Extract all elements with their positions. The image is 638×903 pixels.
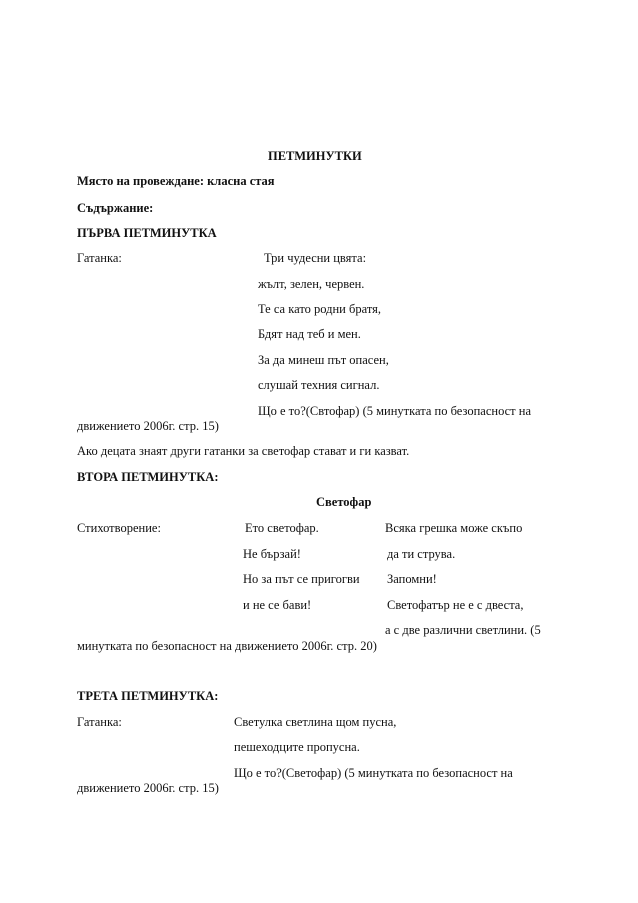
poem-right-line: Светофатър не е с двеста, bbox=[387, 598, 524, 612]
third-riddle-label: Гатанка: bbox=[77, 715, 122, 729]
poem-right-line: Всяка грешка може скъпо bbox=[385, 521, 523, 535]
first-riddle-line: Що е то?(Свтофар) (5 минутката по безопасност на bbox=[258, 404, 531, 418]
poem-right-line: Запомни! bbox=[387, 572, 437, 586]
poem-left-line: Не бързай! bbox=[243, 547, 301, 561]
first-riddle-line: Бдят над теб и мен. bbox=[258, 327, 361, 341]
third-riddle-line: Светулка светлина щом пусна, bbox=[234, 715, 397, 729]
first-riddle-line: жълт, зелен, червен. bbox=[258, 277, 365, 291]
first-riddle-line: Те са като родни братя, bbox=[258, 302, 381, 316]
second-source: минутката по безопасност на движението 2006г. стр. 20) bbox=[77, 639, 377, 653]
third-source: движението 2006г. стр. 15) bbox=[77, 781, 219, 795]
poem-left-line: Но за път се пригогви bbox=[243, 572, 360, 586]
poem-left-line: Ето светофар. bbox=[245, 521, 319, 535]
content-label: Съдържание: bbox=[77, 201, 154, 215]
first-source: движението 2006г. стр. 15) bbox=[77, 419, 219, 433]
place-line: Място на провеждане: класна стая bbox=[77, 174, 275, 188]
first-riddle-label: Гатанка: bbox=[77, 251, 122, 265]
page-title: ПЕТМИНУТКИ bbox=[268, 149, 362, 163]
first-heading: ПЪРВА ПЕТМИНУТКА bbox=[77, 226, 217, 240]
third-riddle-line: пешеходците пропусна. bbox=[234, 740, 360, 754]
second-heading: ВТОРА ПЕТМИНУТКА: bbox=[77, 470, 219, 484]
first-riddle-line: За да минеш път опасен, bbox=[258, 353, 389, 367]
first-riddle-line: слушай техния сигнал. bbox=[258, 378, 380, 392]
poem-right-line: а с две различни светлини. (5 bbox=[385, 623, 541, 637]
poem-left-line: и не се бави! bbox=[243, 598, 312, 612]
first-note: Ако децата знаят други гатанки за светофар стават и ги казват. bbox=[77, 444, 410, 458]
first-riddle-line: Три чудесни цвята: bbox=[264, 251, 367, 265]
poem-right-line: да ти струва. bbox=[387, 547, 456, 561]
poem-label: Стихотворение: bbox=[77, 521, 161, 535]
third-riddle-line: Що е то?(Светофар) (5 минутката по безопасност на bbox=[234, 766, 513, 780]
third-heading: ТРЕТА ПЕТМИНУТКА: bbox=[77, 689, 219, 703]
poem-title: Светофар bbox=[316, 495, 372, 509]
